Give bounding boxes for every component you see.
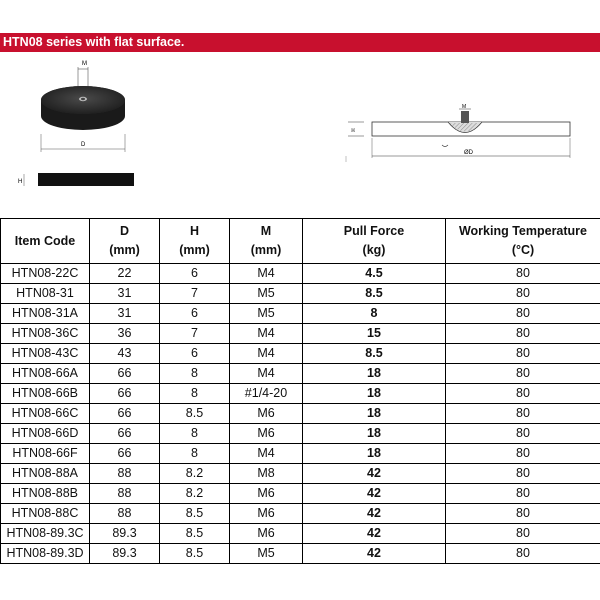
cell-working-temperature: 80 [446,424,600,444]
cell-h: 6 [160,304,230,324]
cell-working-temperature: 80 [446,384,600,404]
cell-m: M6 [230,404,303,424]
cell-m: #1/4-20 [230,384,303,404]
cell-m: M5 [230,304,303,324]
cell-working-temperature: 80 [446,544,600,564]
table-row [1,364,600,384]
cell-item-code: HTN08-88B [1,484,90,504]
table-row [1,264,600,284]
cell-pull-force: 8.5 [303,344,446,364]
cell-working-temperature: 80 [446,524,600,544]
cell-item-code: HTN08-89.3D [1,544,90,564]
table-row [1,544,600,564]
header-h: H (mm) [160,219,230,264]
cell-h: 8 [160,364,230,384]
cell-m: M5 [230,284,303,304]
cell-item-code: HTN08-43C [1,344,90,364]
cell-h: 8.5 [160,524,230,544]
cell-d: 43 [90,344,160,364]
cell-h: 8.2 [160,464,230,484]
h-dimension-label: H [18,179,23,185]
header-item-code: Item Code [1,219,90,264]
cell-h: 8 [160,384,230,404]
section-h-label: ℍ [351,128,356,134]
cell-item-code: HTN08-31 [1,284,90,304]
cell-m: M5 [230,544,303,564]
cell-item-code: HTN08-31A [1,304,90,324]
cell-item-code: HTN08-66F [1,444,90,464]
cell-h: 7 [160,324,230,344]
cell-item-code: HTN08-66D [1,424,90,444]
table-row [1,464,600,484]
header-working-temperature: Working Temperature (°C) [446,219,600,264]
magnet-illustration [28,58,148,158]
table-header-row [1,219,600,264]
magnet-profile-view [18,168,148,194]
cell-m: M4 [230,364,303,384]
cell-d: 89.3 [90,524,160,544]
cell-item-code: HTN08-66B [1,384,90,404]
section-banner: HTN08 series with flat surface. [0,33,600,52]
cell-d: 66 [90,384,160,404]
cell-working-temperature: 80 [446,504,600,524]
cell-m: M6 [230,504,303,524]
cell-pull-force: 42 [303,524,446,544]
cell-pull-force: 4.5 [303,264,446,284]
cell-item-code: HTN08-22C [1,264,90,284]
table-row [1,444,600,464]
table-row [1,284,600,304]
cell-pull-force: 42 [303,504,446,524]
cell-h: 8.5 [160,504,230,524]
cell-d: 66 [90,364,160,384]
cell-h: 8.5 [160,404,230,424]
cell-pull-force: 15 [303,324,446,344]
table-row [1,324,600,344]
cell-working-temperature: 80 [446,404,600,424]
cell-m: M4 [230,264,303,284]
cell-pull-force: 18 [303,424,446,444]
cell-d: 31 [90,304,160,324]
cell-pull-force: 8 [303,304,446,324]
table-row [1,304,600,324]
table-row [1,424,600,444]
cell-d: 36 [90,324,160,344]
cell-h: 6 [160,264,230,284]
cell-m: M8 [230,464,303,484]
cell-h: 6 [160,344,230,364]
section-d-label: ØD [464,150,473,156]
cell-m: M6 [230,484,303,504]
cell-working-temperature: 80 [446,284,600,304]
cell-h: 8.2 [160,484,230,504]
m-dimension-label: M [82,61,87,67]
cell-pull-force: 18 [303,384,446,404]
cross-section-drawing [340,98,575,172]
cell-item-code: HTN08-89.3C [1,524,90,544]
cell-d: 31 [90,284,160,304]
specification-table [0,218,600,564]
cell-pull-force: 42 [303,484,446,504]
cell-working-temperature: 80 [446,444,600,464]
table-row [1,524,600,544]
cell-working-temperature: 80 [446,464,600,484]
cell-m: M4 [230,344,303,364]
header-m: M (mm) [230,219,303,264]
cell-d: 89.3 [90,544,160,564]
d-dimension-label: D [81,142,86,148]
cell-working-temperature: 80 [446,484,600,504]
cell-item-code: HTN08-88C [1,504,90,524]
cell-m: M4 [230,444,303,464]
table-row [1,504,600,524]
cell-d: 66 [90,404,160,424]
table-row [1,404,600,424]
cell-item-code: HTN08-88A [1,464,90,484]
header-d: D (mm) [90,219,160,264]
cell-m: M6 [230,424,303,444]
cell-working-temperature: 80 [446,304,600,324]
cell-working-temperature: 80 [446,364,600,384]
cell-d: 88 [90,464,160,484]
cell-pull-force: 42 [303,544,446,564]
cell-d: 88 [90,504,160,524]
header-pull-force: Pull Force (kg) [303,219,446,264]
cell-h: 8 [160,424,230,444]
cell-working-temperature: 80 [446,264,600,284]
cell-d: 88 [90,484,160,504]
cell-pull-force: 42 [303,464,446,484]
section-m-label: M [462,104,467,110]
cell-d: 66 [90,424,160,444]
cell-working-temperature: 80 [446,344,600,364]
cell-h: 8.5 [160,544,230,564]
cell-working-temperature: 80 [446,324,600,344]
cell-item-code: HTN08-66A [1,364,90,384]
cell-pull-force: 18 [303,364,446,384]
cell-h: 7 [160,284,230,304]
cell-pull-force: 18 [303,444,446,464]
cell-pull-force: 8.5 [303,284,446,304]
cell-pull-force: 18 [303,404,446,424]
cell-m: M6 [230,524,303,544]
cell-d: 66 [90,444,160,464]
table-row [1,344,600,364]
cell-h: 8 [160,444,230,464]
cell-d: 22 [90,264,160,284]
cell-item-code: HTN08-36C [1,324,90,344]
table-row [1,384,600,404]
cell-item-code: HTN08-66C [1,404,90,424]
cell-m: M4 [230,324,303,344]
table-row [1,484,600,504]
